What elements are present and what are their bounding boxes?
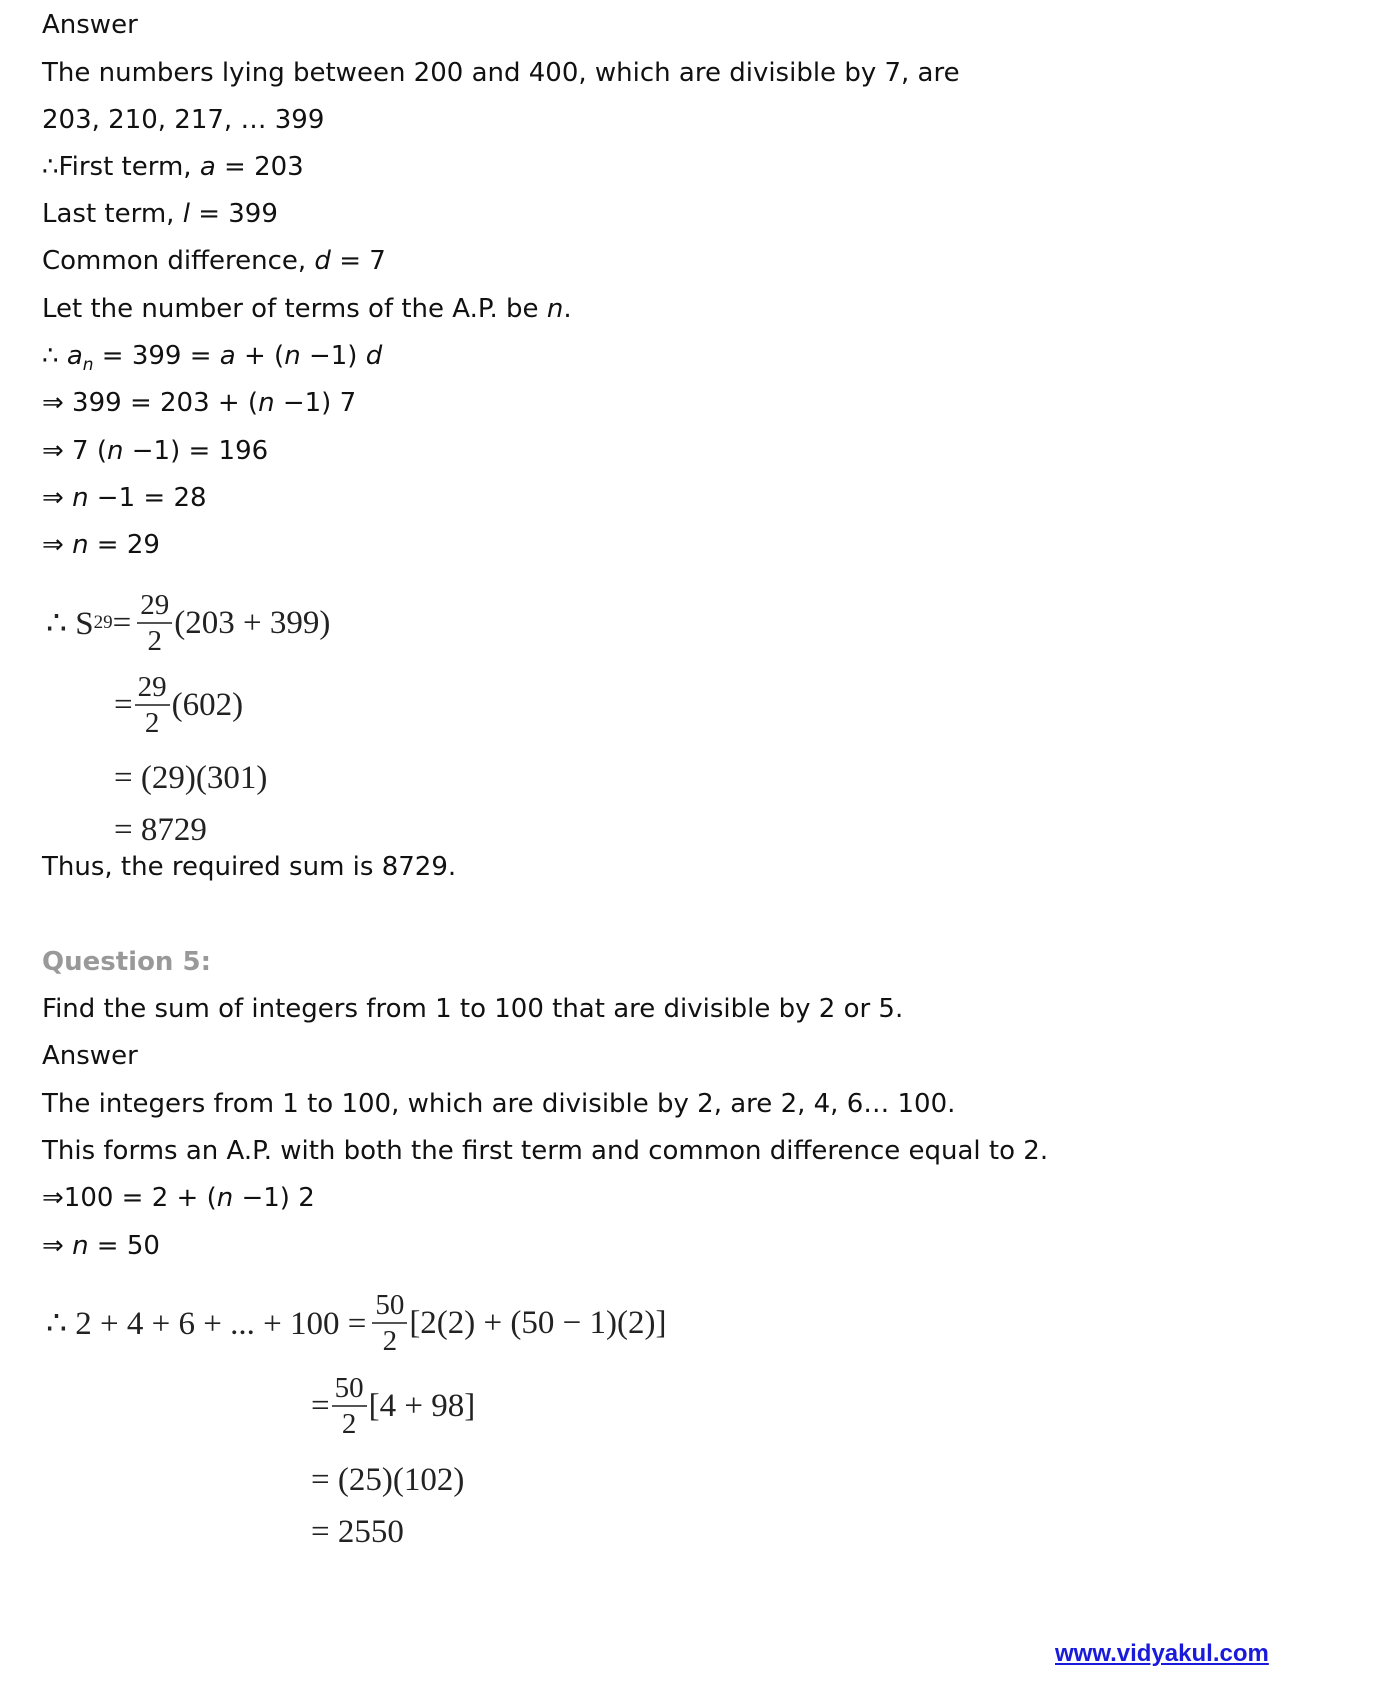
sum-equation-line-2	[114, 672, 243, 738]
answer-line-1: The integers from 1 to 100, which are divisible by 2, are 2, 4, 6… 100.	[42, 1089, 956, 1119]
step-4	[42, 483, 207, 513]
equals: =	[311, 1387, 330, 1424]
text: ⇒	[42, 1231, 73, 1261]
product-expression: = (29)(301)	[114, 760, 268, 796]
var-n: n	[72, 483, 89, 513]
fraction	[372, 1290, 407, 1356]
let-n-line	[42, 294, 572, 324]
text: −1)	[300, 341, 366, 371]
text: −1) 2	[233, 1183, 315, 1213]
numerator: 50	[375, 1289, 405, 1321]
first-term-line	[42, 152, 304, 182]
var-d: d	[314, 246, 331, 276]
denominator: 2	[147, 625, 162, 657]
text: = 399 =	[93, 341, 220, 371]
fraction-bar	[137, 622, 172, 624]
intro-text: The numbers lying between 200 and 400, which are divisible by 7, are	[42, 58, 960, 88]
sum-lhs: ∴ 2 + 4 + 6 + ... + 100 =	[46, 1306, 367, 1342]
denominator: 2	[144, 707, 160, 739]
answer-label: Answer	[42, 10, 138, 40]
sum-subscript: 29	[93, 612, 113, 633]
sum-result: = 8729	[114, 812, 207, 848]
fraction-bar	[372, 1322, 407, 1324]
common-diff-prefix: Common difference,	[42, 246, 315, 276]
step-an	[42, 341, 382, 380]
sum-result: = 2550	[311, 1514, 404, 1550]
sum-equation-line-1	[46, 1290, 666, 1356]
sum-equation-line-1	[46, 590, 330, 656]
equals: =	[114, 686, 133, 723]
answer-label: Answer	[42, 1041, 138, 1071]
first-term-prefix: ∴First term,	[42, 152, 200, 182]
step-3	[42, 436, 268, 466]
question-heading: Question 5:	[42, 947, 211, 977]
first-term-value: = 203	[215, 152, 304, 182]
last-term-line	[42, 199, 278, 229]
var-d: d	[365, 341, 383, 371]
fraction	[137, 590, 172, 656]
text: ⇒ 399 = 203 + (	[42, 388, 259, 418]
fraction	[135, 672, 170, 738]
bracket-expression: [2(2) + (50 − 1)(2)]	[409, 1304, 667, 1341]
text: = 50	[88, 1231, 160, 1261]
var-n: n	[72, 1231, 89, 1261]
text: ⇒ 7 (	[42, 436, 107, 466]
sum-equation-line-3	[114, 760, 267, 797]
var-a: a	[199, 152, 216, 182]
bracket-expression: (602)	[171, 686, 244, 723]
fraction-bar	[135, 704, 170, 706]
text: −1) = 196	[123, 436, 269, 466]
var-n: n	[216, 1183, 234, 1213]
var-n: n	[546, 294, 564, 324]
step-5	[42, 530, 160, 560]
var-a: a	[66, 341, 83, 371]
denominator: 2	[382, 1325, 398, 1357]
website-link[interactable]: www.vidyakul.com	[1055, 1640, 1269, 1667]
fraction-bar	[332, 1405, 367, 1407]
last-term-prefix: Last term,	[42, 199, 183, 229]
common-diff-value: = 7	[330, 246, 386, 276]
var-a: a	[219, 341, 236, 371]
sequence-text: 203, 210, 217, … 399	[42, 105, 325, 135]
var-l: l	[182, 199, 190, 229]
conclusion-text: Thus, the required sum is 8729.	[42, 852, 457, 882]
sum-lhs: ∴ S	[46, 606, 94, 642]
text: ⇒	[42, 483, 73, 513]
let-n-prefix: Let the number of terms of the A.P. be	[42, 294, 547, 324]
step-2	[42, 1231, 160, 1261]
answer-line-2: This forms an A.P. with both the first term and common difference equal to 2.	[42, 1136, 1049, 1166]
text: ⇒	[42, 530, 73, 560]
var-n: n	[107, 436, 124, 466]
product-expression: = (25)(102)	[311, 1462, 465, 1498]
step-2	[42, 388, 356, 418]
numerator: 50	[334, 1372, 364, 1404]
sum-equation-line-4	[311, 1514, 404, 1551]
sum-equation-line-4	[114, 812, 207, 849]
therefore-symbol: ∴	[42, 341, 67, 371]
sum-equation-line-3	[311, 1462, 464, 1499]
step-1	[42, 1183, 315, 1213]
let-n-end: .	[563, 294, 572, 324]
last-term-value: = 399	[189, 199, 278, 229]
text: −1) 7	[274, 388, 357, 418]
equals: =	[112, 604, 132, 641]
numerator: 29	[140, 589, 170, 621]
var-n: n	[72, 530, 89, 560]
text: −1 = 28	[88, 483, 207, 513]
question-text: Find the sum of integers from 1 to 100 that are divisible by 2 or 5.	[42, 994, 904, 1024]
text: = 29	[88, 530, 160, 560]
denominator: 2	[341, 1408, 357, 1440]
common-diff-line	[42, 246, 386, 276]
fraction	[332, 1373, 367, 1439]
text: ⇒100 = 2 + (	[42, 1183, 217, 1213]
subscript-n: n	[82, 355, 94, 375]
text: + (	[235, 341, 285, 371]
sum-equation-line-2	[311, 1373, 475, 1439]
bracket-expression: (203 + 399)	[174, 604, 331, 641]
numerator: 29	[137, 671, 167, 703]
var-n: n	[258, 388, 275, 418]
bracket-expression: [4 + 98]	[368, 1387, 476, 1424]
var-n: n	[284, 341, 301, 371]
